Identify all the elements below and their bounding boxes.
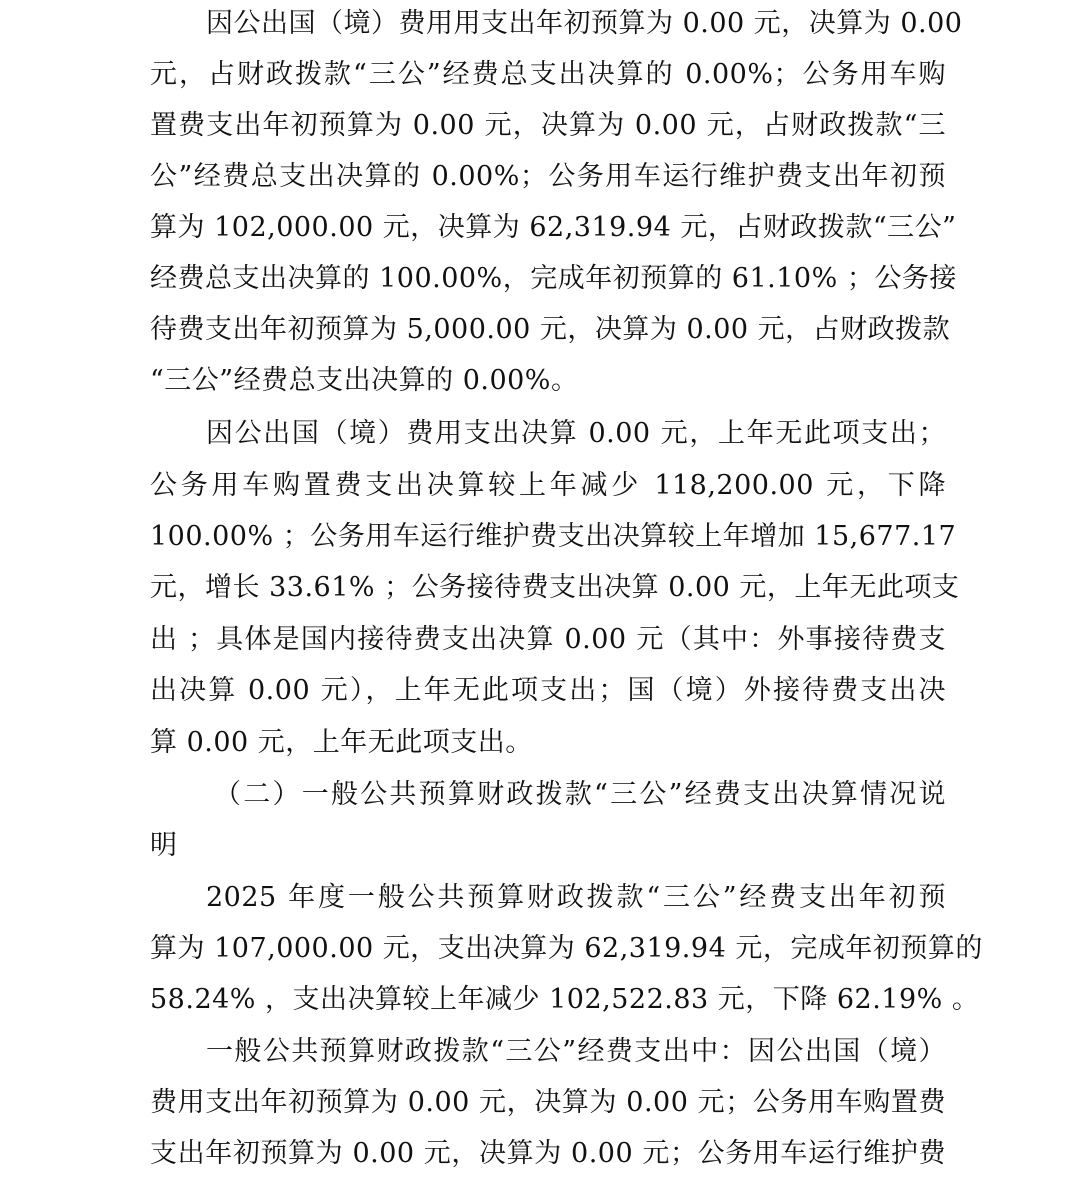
paragraph-2-line-1: 因公出国（境）费用支出决算 0.00 元，上年无此项支出； bbox=[206, 418, 946, 449]
paragraph-1-line-6: 经费总支出决算的 100.00%，完成年初预算的 61.10% ；公务接 bbox=[150, 263, 957, 294]
section-heading-line-2: 明 bbox=[150, 830, 178, 861]
paragraph-1-line-3: 置费支出年初预算为 0.00 元，决算为 0.00 元，占财政拨款“三 bbox=[150, 110, 946, 141]
paragraph-1-line-1: 因公出国（境）费用用支出年初预算为 0.00 元，决算为 0.00 bbox=[206, 8, 963, 39]
paragraph-3-line-2: 算为 107,000.00 元，支出决算为 62,319.94 元，完成年初预算的 bbox=[150, 933, 983, 964]
paragraph-2-line-4: 元，增长 33.61% ；公务接待费支出决算 0.00 元，上年无此项支 bbox=[150, 572, 960, 603]
section-heading: （二）一般公共预算财政拨款“三公”经费支出决算情况说 bbox=[214, 779, 946, 810]
paragraph-4-line-2: 费用支出年初预算为 0.00 元，决算为 0.00 元；公务用车购置费 bbox=[150, 1087, 946, 1118]
paragraph-3-line-3: 58.24% ，支出决算较上年减少 102,522.83 元，下降 62.19% 。 bbox=[150, 984, 980, 1015]
paragraph-1-line-5: 算为 102,000.00 元，决算为 62,319.94 元，占财政拨款“三公” bbox=[150, 212, 957, 243]
paragraph-2-line-3: 100.00% ；公务用车运行维护费支出决算较上年增加 15,677.17 bbox=[150, 521, 957, 552]
paragraph-2-line-2: 公务用车购置费支出决算较上年减少 118,200.00 元，下降 bbox=[150, 470, 946, 501]
paragraph-4-line-1: 一般公共预算财政拨款“三公”经费支出中：因公出国（境） bbox=[206, 1036, 946, 1067]
paragraph-2-line-7: 算 0.00 元，上年无此项支出。 bbox=[150, 727, 533, 758]
paragraph-3-line-1: 2025 年度一般公共预算财政拨款“三公”经费支出年初预 bbox=[206, 882, 946, 913]
paragraph-2-line-5: 出 ；具体是国内接待费支出决算 0.00 元（其中：外事接待费支 bbox=[150, 624, 946, 655]
paragraph-1-line-2: 元，占财政拨款“三公”经费总支出决算的 0.00%；公务用车购 bbox=[150, 59, 946, 90]
paragraph-2-line-6: 出决算 0.00 元），上年无此项支出；国（境）外接待费支出决 bbox=[150, 675, 946, 706]
paragraph-1-line-7: 待费支出年初预算为 5,000.00 元，决算为 0.00 元，占财政拨款 bbox=[150, 314, 951, 345]
paragraph-1-line-8: “三公”经费总支出决算的 0.00%。 bbox=[150, 365, 579, 396]
paragraph-4-line-3: 支出年初预算为 0.00 元，决算为 0.00 元；公务用车运行维护费 bbox=[150, 1138, 946, 1169]
paragraph-1-line-4: 公”经费总支出决算的 0.00%；公务用车运行维护费支出年初预 bbox=[150, 161, 946, 192]
